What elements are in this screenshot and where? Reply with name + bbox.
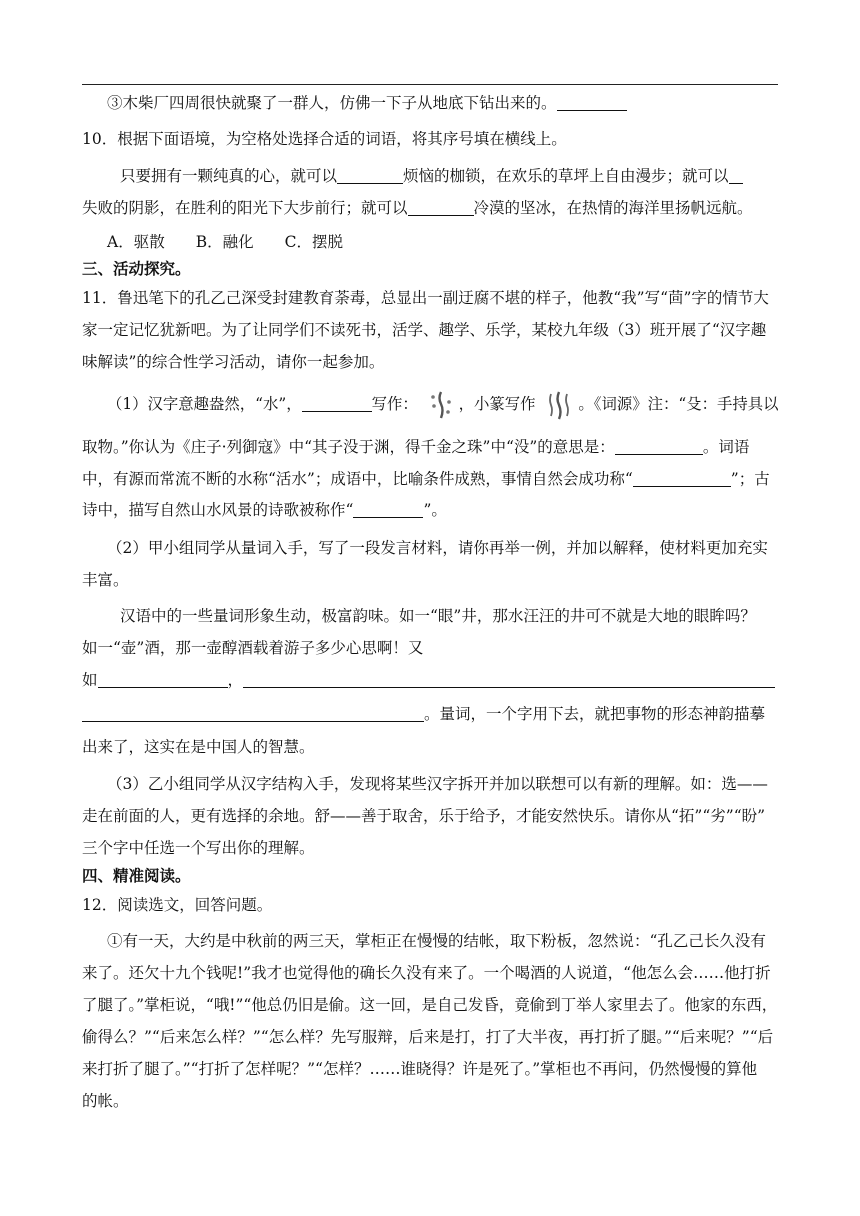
q11-part2-line-1: （2）甲小组同学从量词入手，写了一段发言材料，请你再举一例，并加以解释，使材料更加充实 (107, 539, 768, 557)
q12-reading-line-4: 偷得么？”“后来怎么样？”“怎么样？先写服辩，后来是打，打了大半夜，再打折了腿。”“后来呢？”“后 (82, 1028, 774, 1046)
q11-part3-line-2: 走在前面的人，更有选择的余地。舒——善于取舍，乐于给予，才能安然快乐。请你从“拓”“劣”“盼” (82, 807, 766, 825)
answer-blank[interactable] (633, 470, 731, 487)
q9-item-3: ③木柴厂四周很快就聚了一群人，仿佛一下子从地底下钻出来的。 (107, 93, 778, 113)
q10-options: A．驱散 B．融化 C．摆脱 (107, 233, 343, 251)
answer-blank[interactable] (353, 501, 423, 518)
answer-blank[interactable] (337, 167, 403, 184)
q11-part1-line-1: （1）汉字意趣盎然，“水”， 写作： ，小篆写作 。《词源》注：“殳：手持具以 (107, 387, 778, 421)
q12-title: 12．阅读选文，回答问题。 (82, 896, 273, 914)
answer-blank[interactable] (302, 395, 372, 412)
q11-intro-line-3: 味解读”的综合性学习活动，请你一起参加。 (82, 353, 385, 371)
q11-part1-line-4: 诗中，描写自然山水风景的诗歌被称作“ ”。 (82, 501, 447, 519)
answer-blank[interactable] (615, 438, 703, 455)
q10-passage-line-1: 只要拥有一颗纯真的心，就可以 烦恼的枷锁，在欢乐的草坪上自由漫步；就可以 (120, 166, 778, 186)
answer-blank[interactable] (557, 94, 627, 111)
q11-intro-line-2: 家一定记忆犹新吧。为了让同学们不读死书，活学、趣学、乐学，某校九年级（3）班开展了“汉字趣 (82, 321, 767, 339)
q11-material-line-4: 。量词，一个字用下去，就把事物的形态神韵描摹 (82, 704, 778, 724)
q12-reading-line-5: 来打折了腿了。”“打折了怎样呢？”“怎样？……谁晓得？许是死了。”掌柜也不再问，仍然慢慢的算他 (82, 1060, 758, 1078)
q11-material-line-3: 如 ， (82, 670, 778, 690)
q11-part1-line-3: 中，有源而常流不断的水称“活水”；成语中，比喻条件成熟，事情自然会成功称“ ”；古 (82, 470, 770, 488)
answer-blank[interactable] (82, 705, 424, 722)
q11-part3-line-3: 三个字中任选一个写出你的理解。 (82, 839, 315, 857)
answer-blank[interactable] (243, 671, 775, 688)
q12-reading-line-1: ①有一天，大约是中秋前的两三天，掌柜正在慢慢的结帐，取下粉板，忽然说：“孔乙己长久没有 (107, 932, 766, 950)
q10-passage-line-2: 失败的阴影，在胜利的阳光下大步前行；就可以 冷漠的坚冰，在热情的海洋里扬帆远航。 (82, 199, 753, 217)
q11-part3-line-1: （3）乙小组同学从汉字结构入手，发现将某些汉字拆开并加以联想可以有新的理解。如：选—— (107, 775, 768, 793)
section-3-heading: 三、活动探究。 (82, 260, 191, 278)
seal-script-water-icon (546, 389, 572, 421)
q11-material-line-2: 如一“壶”酒，那一壶醇酒载着游子多少心思啊！又 (82, 639, 424, 657)
answer-blank[interactable] (729, 167, 743, 184)
q12-reading-line-6: 的帐。 (82, 1092, 129, 1110)
q11-part1-line-2: 取物。”你认为《庄子·列御寇》中“其子没于渊，得千金之珠”中“没”的意思是： 。词语 (82, 438, 750, 456)
q11-material-line-5: 出来了，这实在是中国人的智慧。 (82, 738, 315, 756)
q11-material-line-1: 汉语中的一些量词形象生动，极富韵味。如一“眼”井，那水汪汪的井可不就是大地的眼眸吗？ (120, 607, 756, 625)
q11-part2-line-2: 丰富。 (82, 571, 129, 589)
q12-reading-line-2: 来了。还欠十九个钱呢!”我才也觉得他的确长久没有来了。一个喝酒的人说道，“他怎么会……他打折 (82, 964, 771, 982)
q11-intro-line-1: 11．鲁迅笔下的孔乙己深受封建教育荼毒，总显出一副迂腐不堪的样子，他教“我”写“茴”字的情节大 (82, 289, 769, 307)
answer-blank[interactable] (98, 671, 228, 688)
answer-blank[interactable] (408, 199, 474, 216)
oracle-bone-water-icon (429, 389, 453, 421)
q12-reading-line-3: 了腿了。”掌柜说，“哦!”“他总仍旧是偷。这一回，是自己发昏，竟偷到丁举人家里去了。他家的东西， (82, 996, 778, 1014)
section-4-heading: 四、精准阅读。 (82, 867, 191, 885)
header-rule (82, 84, 778, 85)
q10-title: 10．根据下面语境，为空格处选择合适的词语，将其序号填在横线上。 (82, 130, 567, 148)
